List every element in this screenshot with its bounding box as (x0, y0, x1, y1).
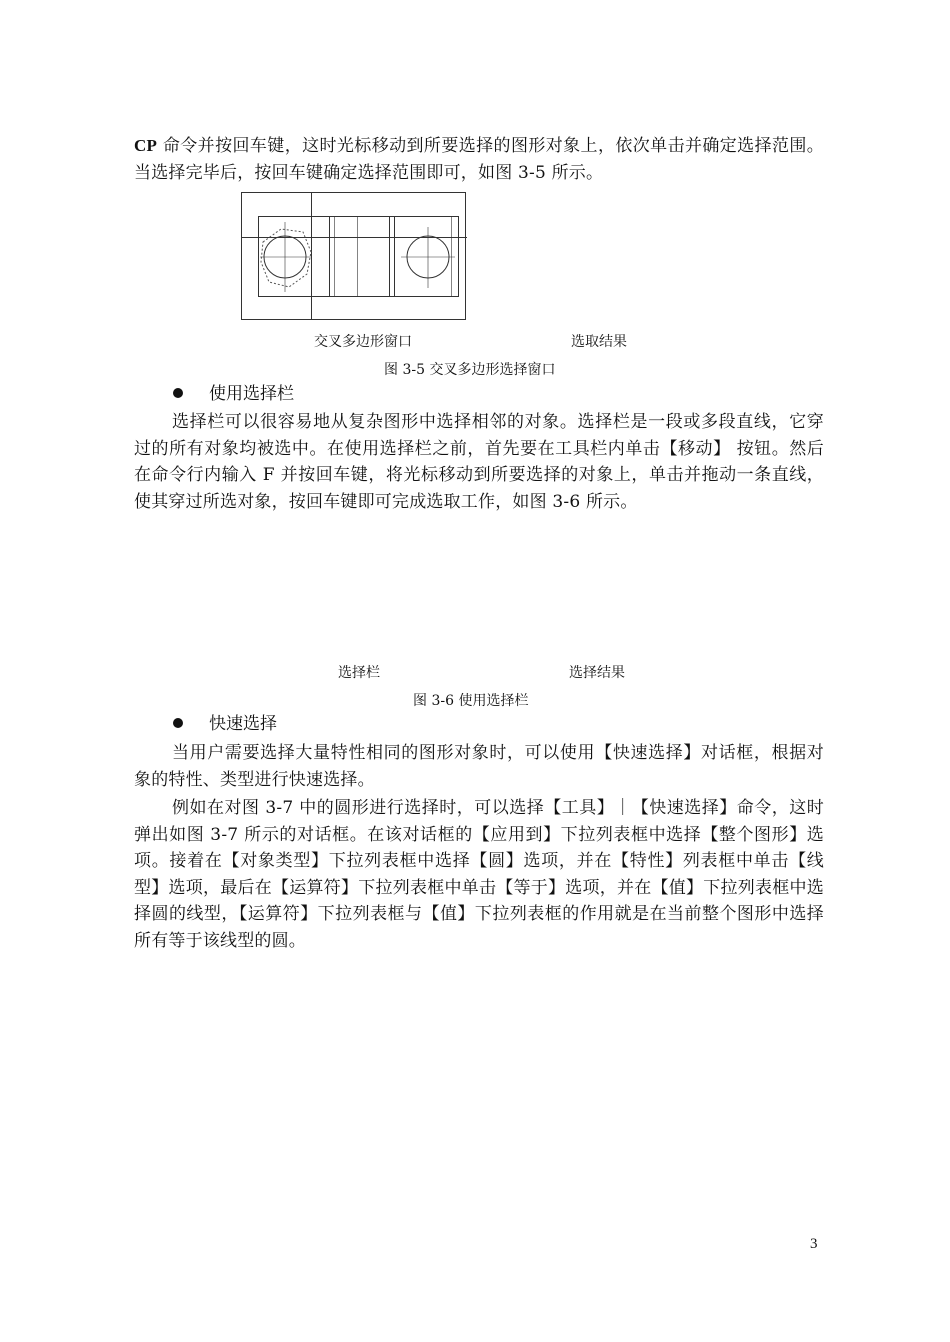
intro-paragraph (134, 133, 824, 186)
section-quick-heading: 快速选择 (173, 711, 277, 737)
section-fence-body: 选择栏可以很容易地从复杂图形中选择相邻的对象。选择栏是一段或多段直线，它穿过的所有对象均被选中。在使用选择栏之前，首先要在工具栏内单击【移动】 按钮。然后在命令行内输入 F 并按回车键，将光标移动到所要选择的对象上，单击并拖动一条直线，使其穿过所选对象，按回车键即可完成选取工作，如图 3-6 所示。 (134, 412, 824, 512)
figure-3-5-title: 图 3-5 交叉多边形选择窗口 (384, 362, 556, 378)
bullet-icon (173, 388, 183, 398)
figure-3-5-drawing (241, 192, 467, 326)
bullet-icon (173, 718, 183, 728)
figure-3-6-caption-right: 选择结果 (569, 665, 625, 681)
figure-3-6-title: 图 3-6 使用选择栏 (413, 693, 529, 709)
section-quick-body-1: 当用户需要选择大量特性相同的图形对象时，可以使用【快速选择】对话框，根据对象的特性、类型进行快速选择。 (134, 743, 824, 790)
intro-text: 命令并按回车键，这时光标移动到所要选择的图形对象上，依次单击并确定选择范围。当选择完毕后，按回车键确定选择范围即可，如图 3-5 所示。 (134, 136, 824, 183)
part-outline (259, 217, 459, 297)
page-number: 3 (810, 1236, 818, 1252)
figure-3-5-caption-left: 交叉多边形窗口 (314, 334, 412, 350)
section-quick-body-2: 例如在对图 3-7 中的圆形进行选择时，可以选择【工具】｜【快速选择】命令，这时弹出如图 3-7 所示的对话框。在该对话框的【应用到】下拉列表框中选择【整个图形】选项。接着在【对象类型】下拉列表框中选择【圆】选项，并在【特性】列表框中单击【线型】选项，最后在【运算符】下拉列表框中单击【等于】选项，并在【值】下拉列表框中选择圆的线型，【运算符】下拉列表框与【值】下拉列表框的作用就是在当前整个图形中选择所有等于该线型的圆。 (134, 798, 824, 951)
cp-command: CP (134, 136, 158, 155)
figure-3-6-caption-left: 选择栏 (338, 665, 380, 681)
figure-3-5-caption-right: 选取结果 (571, 334, 627, 350)
section-fence-heading: 使用选择栏 (173, 381, 294, 407)
drawing-frame (242, 193, 466, 320)
